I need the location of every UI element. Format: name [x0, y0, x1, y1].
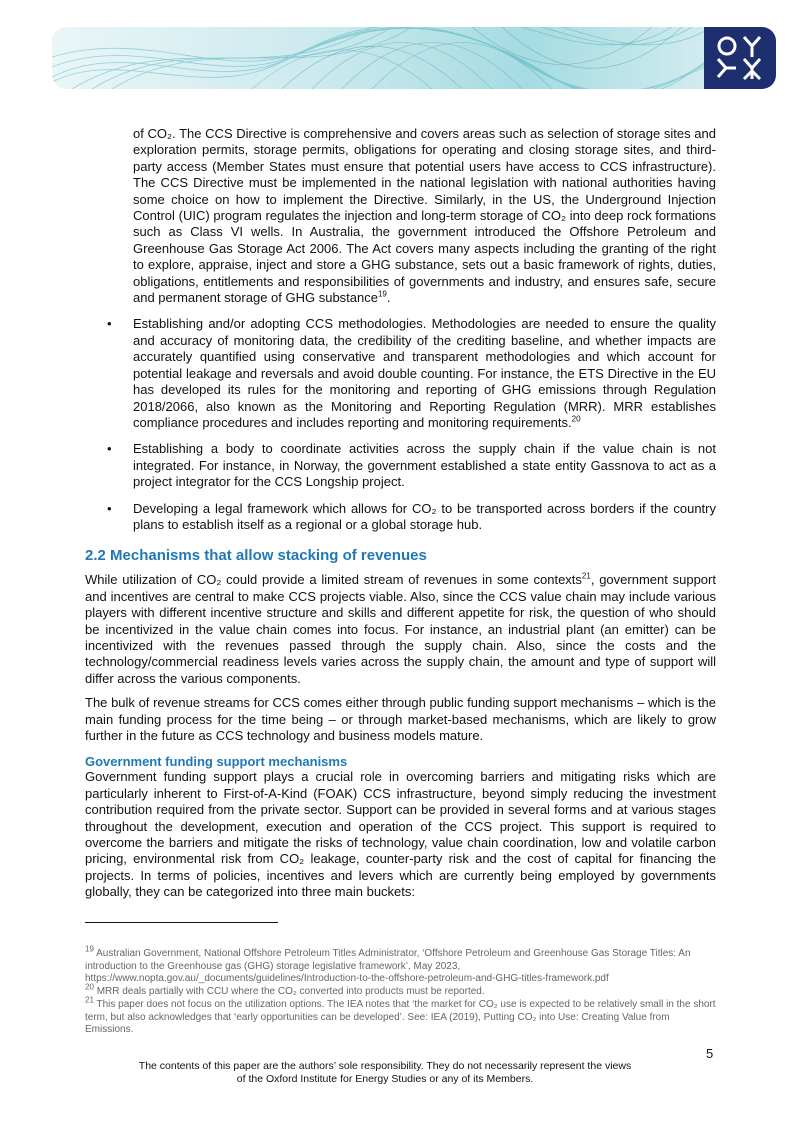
wave-pattern-icon	[52, 27, 732, 89]
footnote-number: 19	[85, 944, 94, 954]
bullet-icon: •	[107, 500, 112, 516]
paragraph-government-support: Government funding support plays a crucial role in overcoming barriers and mitigating risks which are particularly inherent to First-of-A-Kind (FOAK) CCS infrastructure, beyond simply reducing the investment contribution required from the private sector. Support can be provided in several forms and at various stages throughout the development, execution and operation of the CCS project. This support is required to overcome the barriers and mitigate the risks of technology, value chain coordination, low and volatile carbon pricing, environmental risk from CO₂ leakage, counter-party risk and the cost of capital for financing the projects. In terms of policies, incentives and levers which are currently being employed by governments globally, they can be categorized into three main buckets:	[85, 769, 716, 900]
footnote-divider	[85, 922, 278, 923]
footnote-number: 21	[85, 995, 94, 1005]
footnote-ref-20[interactable]: 20	[571, 414, 581, 424]
bullet-icon: •	[107, 316, 112, 332]
footnote-19	[85, 944, 717, 986]
disclaimer-line: of the Oxford Institute for Energy Studies or any of its Members.	[236, 1073, 534, 1085]
footnote-ref-21[interactable]: 21	[581, 572, 591, 582]
main-content	[85, 126, 716, 901]
footnote-text: Australian Government, National Offshore Petroleum Titles Administrator, ‘Offshore Petroleum and Greenhouse Gas Storage Titles: An introduction to the Greenhouse gas (GHG) storage legislative framework’, May 2023, https://www.nopta.gov.au/_documents/guidelines/Introduction-to-the-offshore-petroleum-and-GHG-titles-framework.pdf	[85, 948, 691, 985]
list-item	[85, 501, 716, 534]
bullet-list	[85, 316, 716, 533]
oies-logo-icon	[714, 35, 766, 81]
disclaimer	[120, 1060, 650, 1086]
footnote-text: This paper does not focus on the utilization options. The IEA notes that ‘the market for CO₂ use is expected to be relatively small in the short term, but also acknowledges that ‘early opportunities can be developed’. See: IEA (2019), Putting CO₂ into Use: Creating Value from Emissions.	[85, 998, 716, 1036]
footnote-20	[85, 982, 717, 999]
paragraph-text: , government support and incentives are central to make CCS projects viable. Also, since the CCS value chain may include various players with different incentive structure and skills and different appetite for risk, the question of who should be incentivized in the value chain comes into focus. For instance, an industrial plant (an emitter) can be incentivized with the revenues passed through the supply chain. Also, since the costs and the technology/commercial readiness levels varies across the supply chain, the amount and type of support will differ across the various components.	[85, 572, 716, 686]
section-heading: 2.2 Mechanisms that allow stacking of revenues	[85, 547, 427, 565]
page-number: 5	[706, 1046, 714, 1061]
bullet-text: Establishing a body to coordinate activities across the supply chain if the value chain is not integrated. For instance, in Norway, the government established a state entity Gassnova to act as a project integrator for the CCS Longship project.	[133, 441, 716, 490]
footnote-21	[85, 995, 717, 1037]
bullet-icon: •	[107, 441, 112, 457]
footnote-text: MRR deals partially with CCU where the CO₂ converted into products must be reported.	[96, 986, 485, 998]
bullet-text: Developing a legal framework which allows for CO₂ to be transported across borders if the country plans to establish itself as a regional or a global storage hub.	[133, 500, 716, 532]
paragraph-revenue-streams: The bulk of revenue streams for CCS comes either through public funding support mechanisms – which is the main funding process for the time being – or through market-based mechanisms, which are likely to grow further in the future as CCS technology and business models mature.	[85, 695, 716, 743]
footnote-ref-19[interactable]: 19	[377, 289, 387, 299]
paragraph-utilization	[85, 572, 716, 687]
continued-paragraph-end: .	[386, 290, 391, 306]
footnotes	[85, 944, 717, 1037]
footnote-number: 20	[85, 982, 94, 992]
oies-logo	[704, 27, 776, 89]
header-wave-banner	[52, 27, 732, 89]
list-item	[85, 316, 716, 431]
list-item	[85, 441, 716, 490]
disclaimer-line: The contents of this paper are the authors’ sole responsibility. They do not necessarily represent the views	[138, 1060, 632, 1072]
continued-paragraph	[133, 126, 716, 306]
subheading: Government funding support mechanisms	[85, 754, 348, 770]
continued-paragraph-text: of CO₂. The CCS Directive is comprehensive and covers areas such as selection of storage sites and exploration permits, storage permits, obligations for operating and closing storage sites, and third-party access (Member States must ensure that potential users have access to CCS infrastructure). The CCS Directive must be implemented in the national legislation with national authorities having some choice on how to implement the Directive. Similarly, in the US, the Underground Injection Control (UIC) program regulates the injection and long-term storage of CO₂ into deep rock formations such as Class VI wells. In Australia, the government introduced the Offshore Petroleum and Greenhouse Gas Storage Act 2006. The Act covers many aspects including the granting of the right to explore, appraise, inject and store a GHG substance, sets out a basic framework of rights, duties, obligations, entitlements and responsibilities of governments and industry, and ensures safe, secure and permanent storage of GHG substance	[133, 126, 716, 306]
bullet-text: Establishing and/or adopting CCS methodologies. Methodologies are needed to ensure the quality and accuracy of monitoring data, the credibility of the crediting baseline, and whether impacts are accurately quantified using conservative and transparent methodologies and which account for potential leakage and reversals and avoid double counting. For instance, the ETS Directive in the EU has developed its rules for the monitoring and reporting of GHG emissions through Regulation 2018/2066, also known as the Monitoring and Reporting Regulation (MRR). MRR establishes compliance procedures and includes reporting and monitoring requirements.	[133, 316, 716, 430]
paragraph-text: While utilization of CO₂ could provide a limited stream of revenues in some contexts	[85, 572, 582, 588]
page-header	[52, 27, 776, 89]
